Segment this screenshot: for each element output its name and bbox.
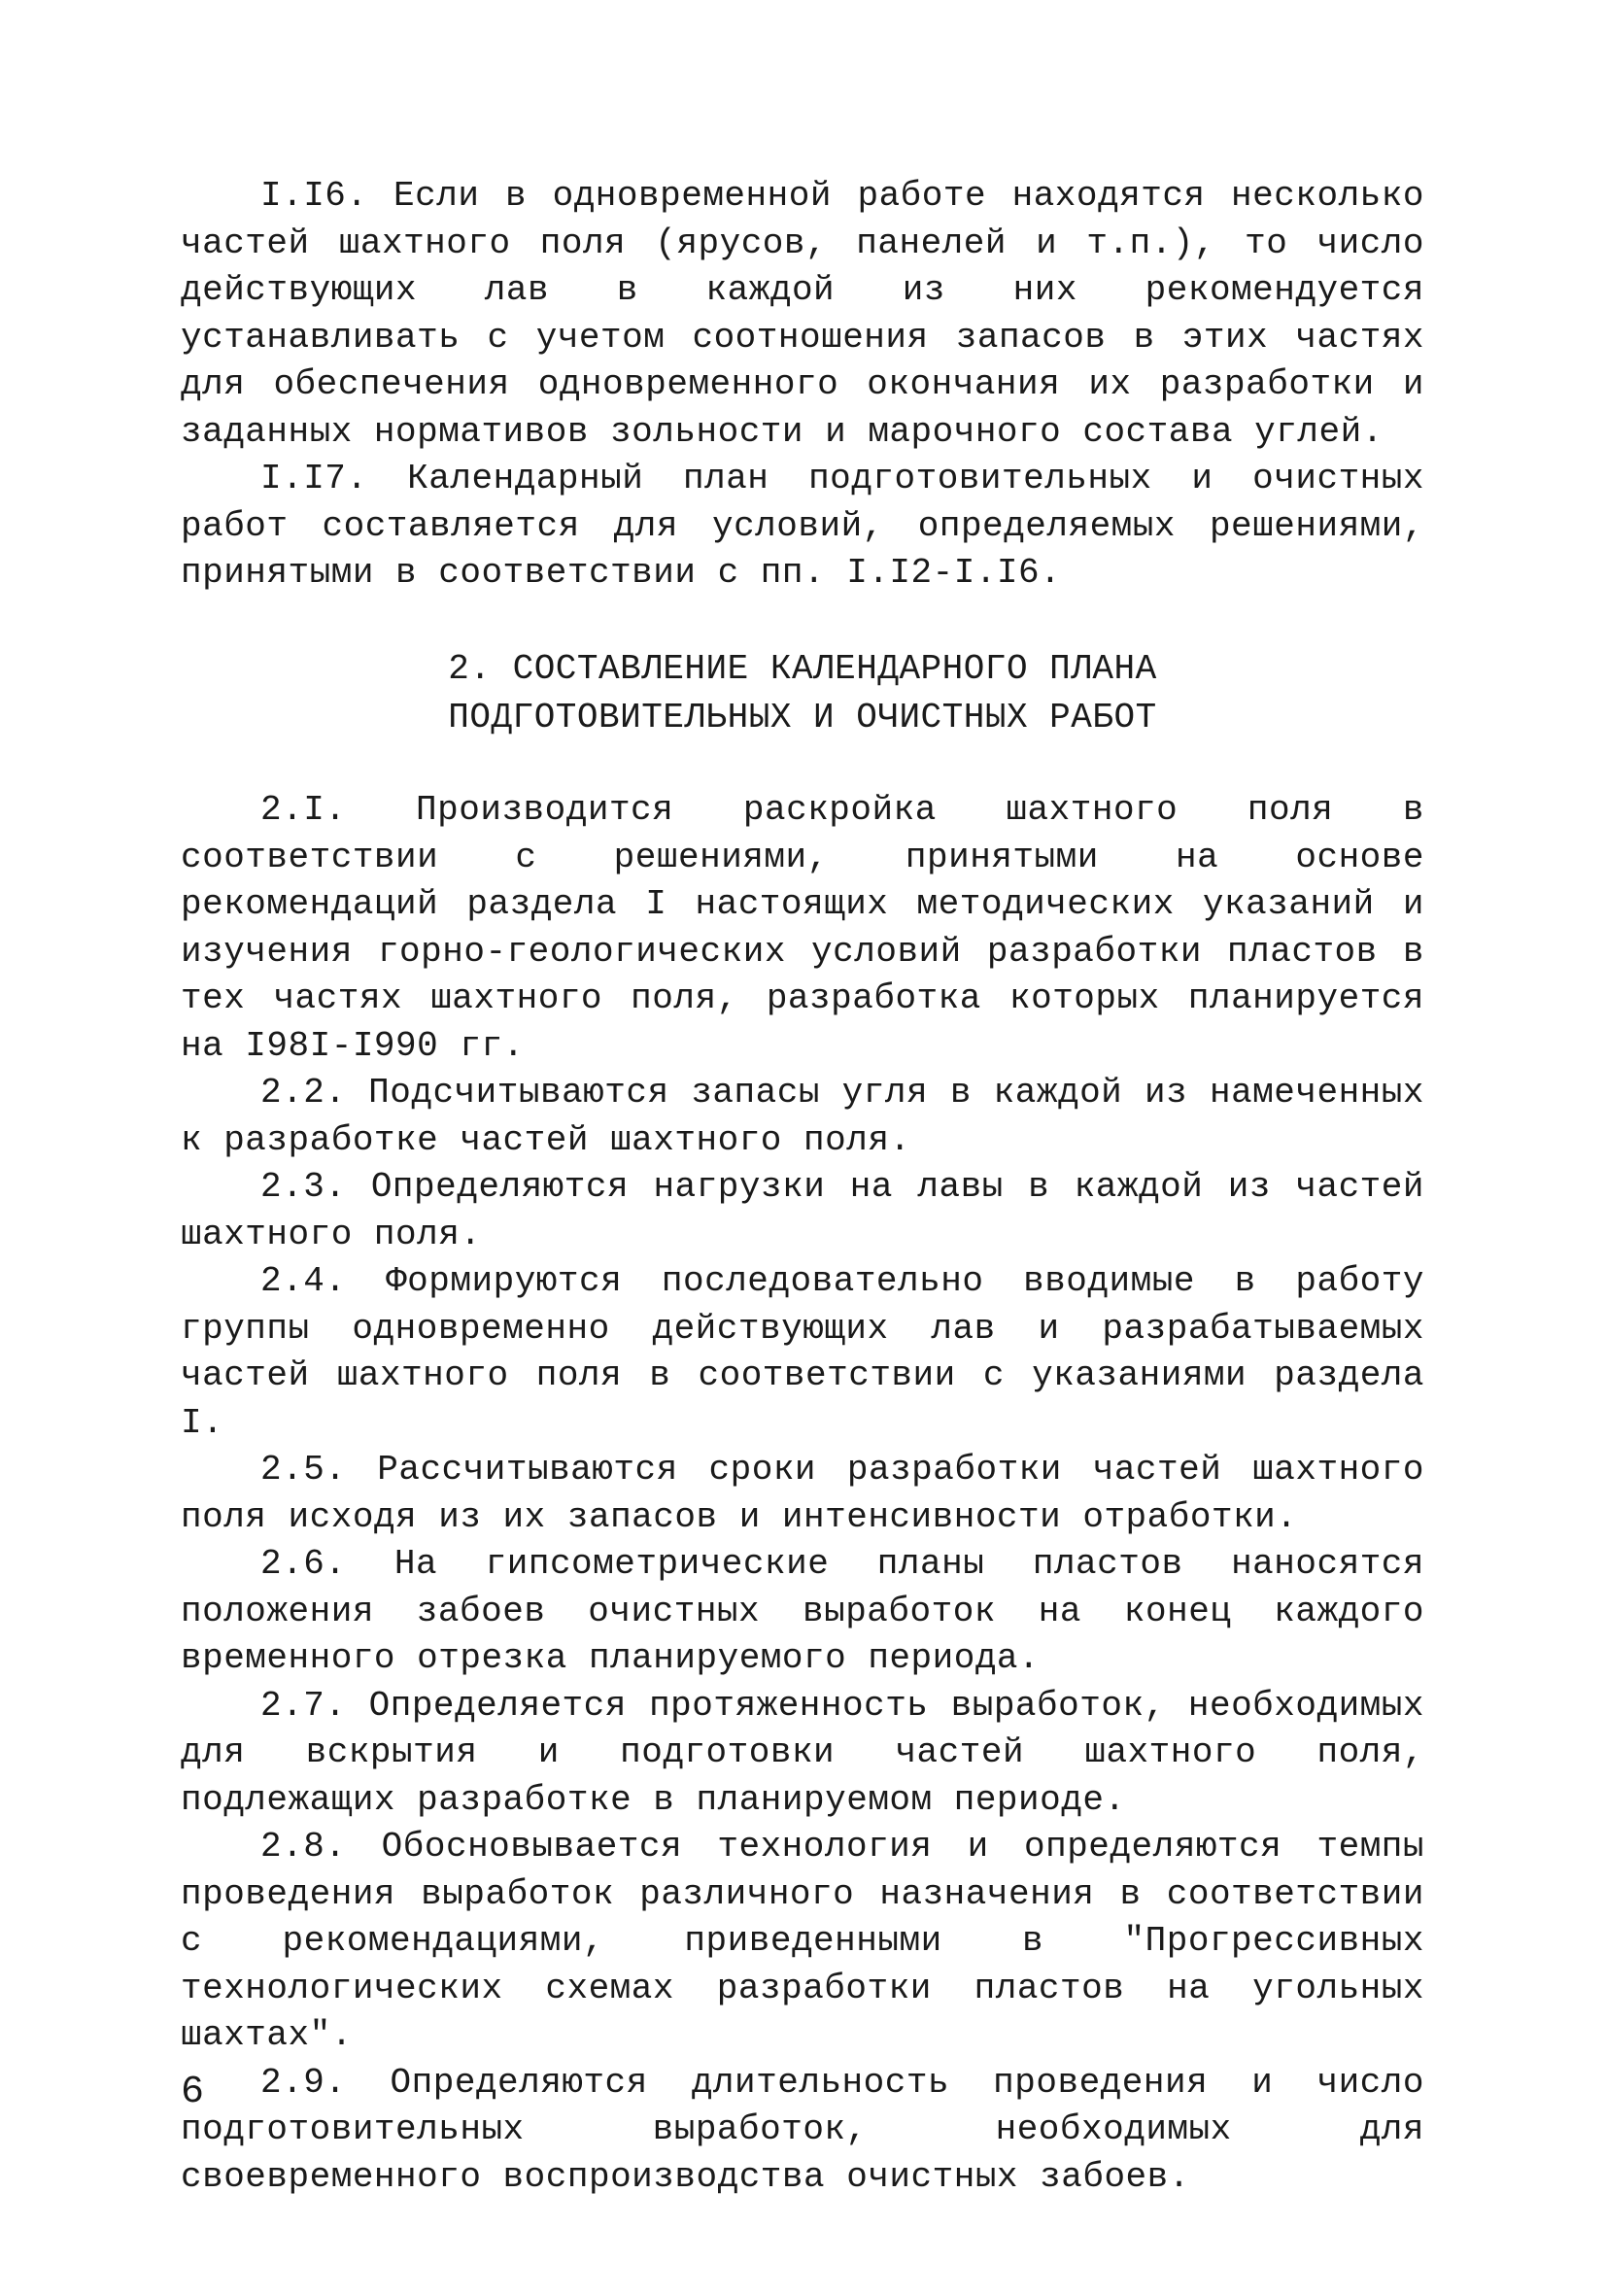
paragraph-1-16: I.I6. Если в одновременной работе находятся несколько частей шахтного поля (ярусов, панелей и т.п.), то число действующих лав в каждой из них рекомендуется устанавливать с учетом соотношения запасов в этих частях для обеспечения одновременного окончания их разработки и заданных нормативов зольности и марочного состава углей. xyxy=(181,176,1424,452)
paragraph-2-7: 2.7. Определяется протяженность выработок, необходимых для вскрытия и подготовки частей шахтного поля, подлежащих разработке в планируемом периоде. xyxy=(181,1685,1424,1820)
paragraph-2-9: 2.9. Определяются длительность проведения и число подготовительных выработок, необходимых для своевременного воспроизводства очистных забоев. xyxy=(181,2062,1424,2197)
paragraph-2-8: 2.8. Обосновывается технология и определяются темпы проведения выработок различного назначения в соответствии с рекомендациями, приведенными в "Прогрессивных технологических схемах разработки пластов на угольных шахтах". xyxy=(181,1827,1424,2055)
section-2-body xyxy=(181,787,1424,2201)
section-2-heading-line-2: ПОДГОТОВИТЕЛЬНЫХ И ОЧИСТНЫХ РАБОТ xyxy=(448,698,1157,737)
page-number: 6 xyxy=(181,2071,205,2114)
section-2-heading xyxy=(181,645,1424,742)
paragraph-2-3: 2.3. Определяются нагрузки на лавы в каждой из частей шахтного поля. xyxy=(181,1167,1424,1254)
paragraph-2-1: 2.I. Производится раскройка шахтного поля в соответствии с решениями, принятыми на основе рекомендаций раздела I настоящих методических указаний и изучения горно-геологических условий разработки пластов в тех частях шахтного поля, разработка которых планируется на I98I-I990 гг. xyxy=(181,790,1424,1066)
paragraph-2-2: 2.2. Подсчитываются запасы угля в каждой из намеченных к разработке частей шахтного поля. xyxy=(181,1073,1424,1160)
paragraph-2-5: 2.5. Рассчитываются сроки разработки частей шахтного поля исходя из их запасов и интенсивности отработки. xyxy=(181,1450,1424,1537)
paragraph-2-4: 2.4. Формируются последовательно вводимые в работу группы одновременно действующих лав и разрабатываемых частей шахтного поля в соответствии с указаниями раздела I. xyxy=(181,1261,1424,1443)
section-1-continuation xyxy=(181,173,1424,598)
paragraph-1-17: I.I7. Календарный план подготовительных и очистных работ составляется для условий, определяемых решениями, принятыми в соответствии с пп. I.I2-I.I6. xyxy=(181,459,1424,593)
section-2-heading-line-1: 2. СОСТАВЛЕНИЕ КАЛЕНДАРНОГО ПЛАНА xyxy=(448,649,1157,689)
paragraph-2-6: 2.6. На гипсометрические планы пластов наносятся положения забоев очистных выработок на конец каждого временного отрезка планируемого периода. xyxy=(181,1544,1424,1678)
